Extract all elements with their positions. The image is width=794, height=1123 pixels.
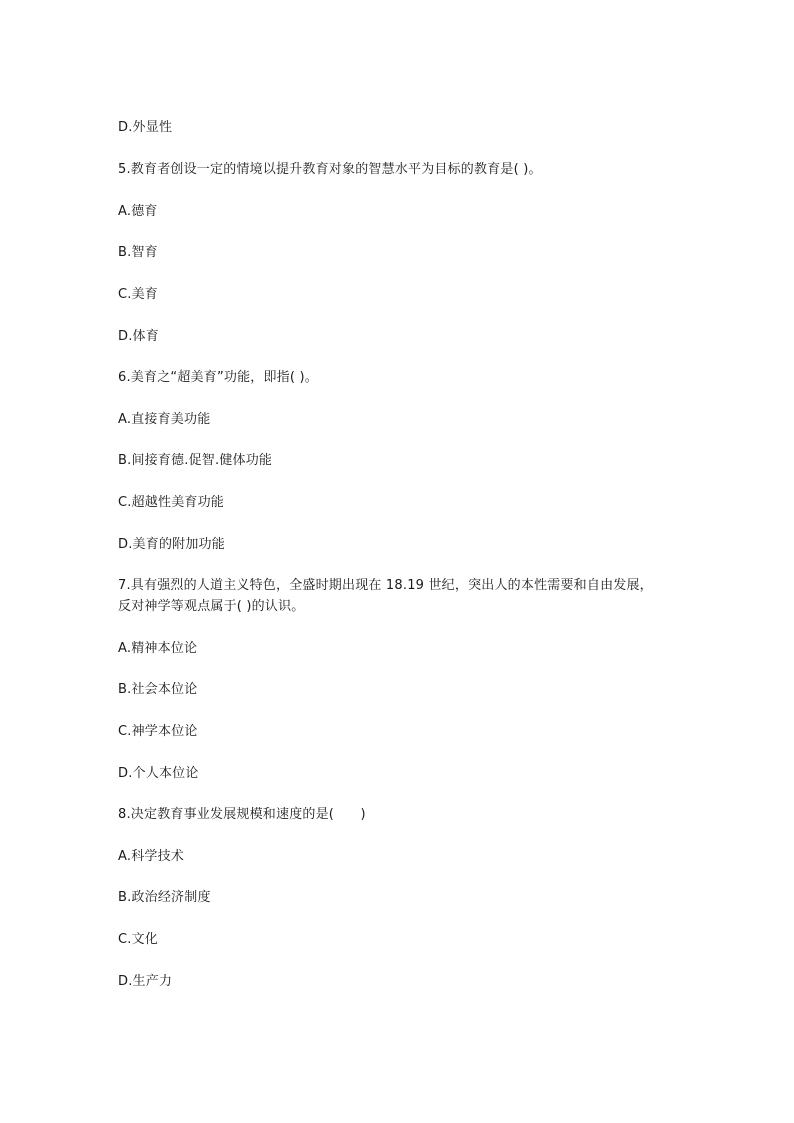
q6-option-a: A.直接育美功能: [118, 412, 211, 427]
q5-option-c: C.美育: [118, 287, 159, 302]
q7-option-c: C.神学本位论: [118, 724, 198, 739]
q7-option-a: A.精神本位论: [118, 641, 198, 656]
q5-option-d: D.体育: [118, 329, 159, 344]
q7-option-b: B.社会本位论: [118, 682, 198, 697]
q8-question: 8.决定教育事业发展规模和速度的是( ): [118, 807, 366, 822]
q8-option-b: B.政治经济制度: [118, 890, 211, 905]
q5-option-a: A.德育: [118, 204, 158, 219]
q8-option-d: D.生产力: [118, 974, 173, 989]
q6-option-d: D.美育的附加功能: [118, 537, 225, 552]
q5-question: 5.教育者创设一定的情境以提升教育对象的智慧水平为目标的教育是( )。: [118, 162, 542, 177]
q5-option-b: B.智育: [118, 245, 158, 260]
q7-option-d: D.个人本位论: [118, 766, 199, 781]
q4-option-d: D.外显性: [118, 120, 173, 135]
q6-question: 6.美育之“超美育”功能，即指( )。: [118, 370, 318, 385]
q7-question-line-2: 反对神学等观点属于( )的认识。: [118, 599, 305, 614]
q8-option-a: A.科学技术: [118, 849, 184, 864]
q7-question-line-1: 7.具有强烈的人道主义特色，全盛时期出现在 18.19 世纪，突出人的本性需要和自由发展，: [118, 578, 653, 593]
q8-option-c: C.文化: [118, 932, 159, 947]
q6-option-b: B.间接育德.促智.健体功能: [118, 453, 273, 468]
q6-option-c: C.超越性美育功能: [118, 495, 225, 510]
